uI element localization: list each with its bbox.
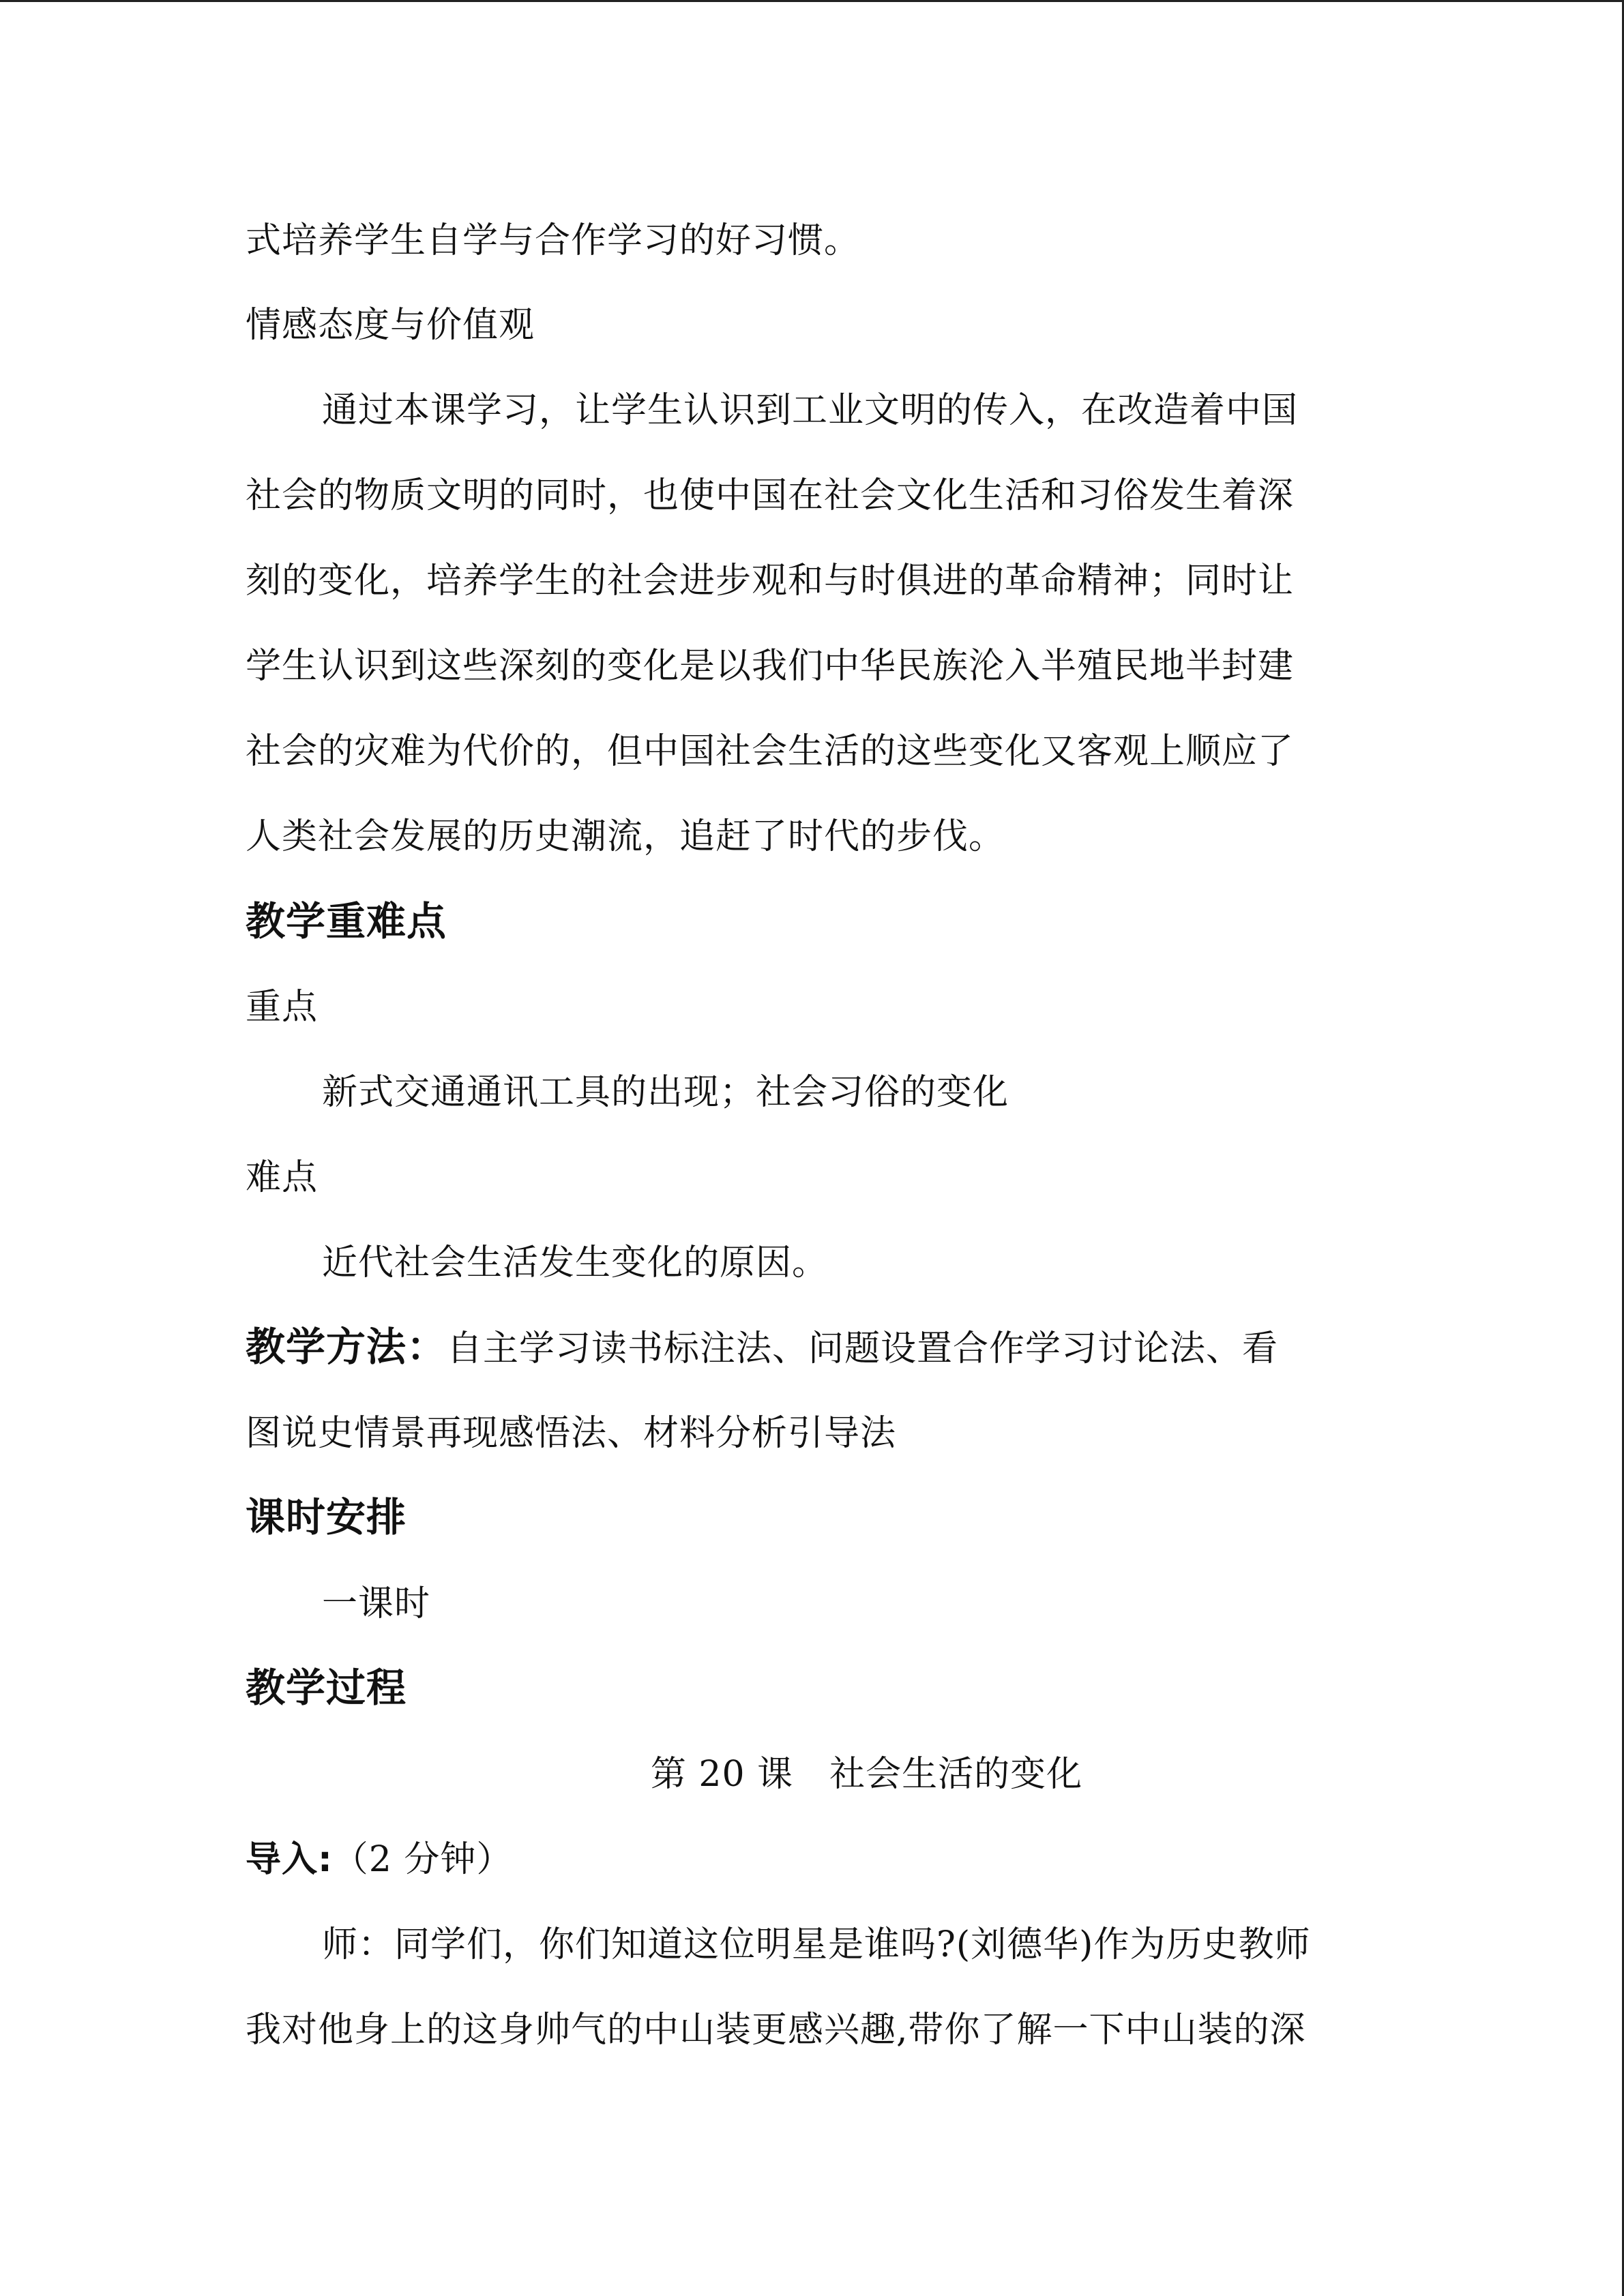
body-text-line: 刻的变化，培养学生的社会进步观和与时俱进的革命精神；同时让 <box>246 561 1295 601</box>
body-text-line: 新式交通通讯工具的出现；社会习俗的变化 <box>322 1072 1009 1113</box>
body-text-line: 一课时 <box>322 1583 431 1624</box>
lesson-title: 第 20 课 社会生活的变化 <box>650 1754 1083 1795</box>
teaching-methods-text: 自主学习读书标注法、问题设置合作学习讨论法、看 <box>447 1328 1279 1369</box>
intro-line <box>246 1838 512 1881</box>
body-text-line: 社会的物质文明的同时，也使中国在社会文化生活和习俗发生着深 <box>246 475 1295 516</box>
body-text-line: 学生认识到这些深刻的变化是以我们中华民族沦入半殖民地半封建 <box>246 646 1295 687</box>
body-text-line: 人类社会发展的历史潮流，追赶了时代的步伐。 <box>246 816 1005 857</box>
teaching-methods-label: 教学方法： <box>246 1324 447 1370</box>
body-text-line: 图说史情景再现感悟法、材料分析引导法 <box>246 1413 897 1454</box>
section-heading-schedule: 课时安排 <box>246 1494 407 1540</box>
section-heading-key-points: 教学重难点 <box>246 898 447 944</box>
intro-duration: （2 分钟） <box>332 1839 513 1880</box>
body-text-line: 社会的灾难为代价的，但中国社会生活的这些变化又客观上顺应了 <box>246 731 1295 772</box>
body-text-line: 我对他身上的这身帅气的中山装更感兴趣,带你了解一下中山装的深 <box>246 2010 1306 2051</box>
body-text-line: 师：同学们，你们知道这位明星是谁吗?(刘德华)作为历史教师 <box>322 1924 1311 1965</box>
subheading-difficulty: 难点 <box>246 1157 319 1198</box>
body-text-line: 近代社会生活发生变化的原因。 <box>322 1242 829 1283</box>
section-heading-process: 教学过程 <box>246 1665 407 1711</box>
intro-label: 导入: <box>246 1839 333 1880</box>
teaching-methods-line <box>246 1325 1278 1371</box>
subheading-key: 重点 <box>246 987 319 1028</box>
body-text-line: 式培养学生自学与合作学习的好习惯。 <box>246 220 861 261</box>
subheading-emotion-values: 情感态度与价值观 <box>246 305 535 346</box>
body-text-line: 通过本课学习，让学生认识到工业文明的传入，在改造着中国 <box>322 390 1299 431</box>
